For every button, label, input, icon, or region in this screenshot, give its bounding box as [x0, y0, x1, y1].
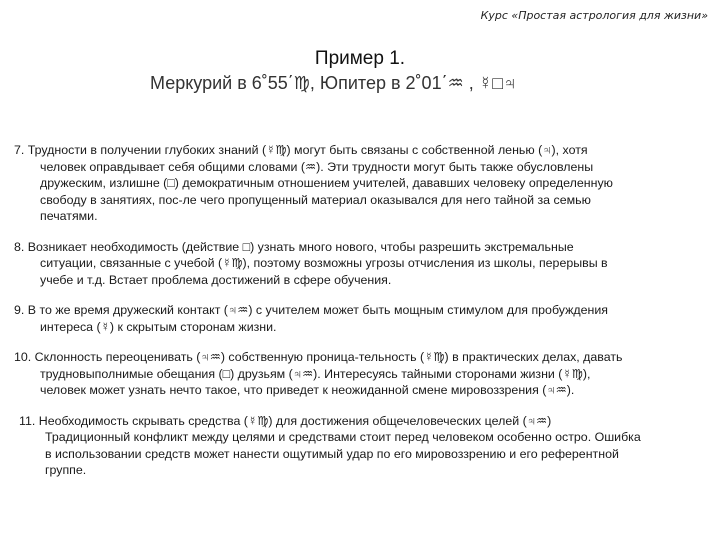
list-item-11: [14, 413, 704, 479]
item-line: свободу в занятиях, пос-ле чего пропущенный материал оказывался для него тайной за семью: [40, 192, 591, 207]
page-subtitle: Меркурий в 6˚55΄♍, Юпитер в 2˚01΄♒ , ☿□♃: [150, 73, 517, 93]
course-header: Курс «Простая астрология для жизни»: [480, 9, 708, 22]
item-line: в использовании средств может нанести ощутимый удар по его мировоззрению и его референтной: [45, 446, 619, 461]
item-line: 8. Возникает необходимость (действие □) узнать много нового, чтобы разрешить экстремальные: [14, 239, 574, 254]
page-title: Пример 1.: [314, 48, 406, 69]
list-item-8: [14, 239, 704, 289]
list-item-10: [14, 349, 704, 399]
list-item-7: [14, 142, 704, 225]
item-line: ситуации, связанные с учебой (☿♍), поэтому возможны угрозы отчисления из школы, перерывы в: [40, 256, 608, 270]
item-line: человек оправдывает себя общими словами (♒). Эти трудности могут быть также обусловлены: [40, 159, 594, 174]
item-line: 10. Склонность переоценивать (♃♒) собственную проница-тельность (☿♍) в практических делах, давать: [14, 350, 623, 364]
item-line: человек может узнать нечто такое, что приведет к неожиданной смене мировоззрения (♃♒).: [40, 383, 575, 397]
item-line: 9. В то же время дружеский контакт (♃♒) с учителем может быть мощным стимулом для пробуждения: [14, 303, 608, 317]
item-line: Традиционный конфликт между целями и средствами стоит перед человеком особенно остро. Ошибка: [45, 430, 641, 444]
item-line: трудновыполнимые обещания (□) друзьям (♃♒). Интересуясь тайными сторонами жизни (☿♍),: [40, 366, 591, 381]
item-line: печатями.: [40, 209, 98, 223]
interpretation-list: [14, 142, 704, 493]
list-item-9: [14, 302, 704, 335]
item-line: интереса (☿) к скрытым сторонам жизни.: [40, 319, 277, 334]
item-line: дружеским, излишне (□) демократичным отношением учителей, дававших человеку определенную: [40, 176, 613, 190]
item-line: учебе и т.д. Встает проблема достижений в сфере обучения.: [40, 272, 392, 287]
item-line: 7. Трудности в получении глубоких знаний (☿♍) могут быть связаны с собственной ленью (♃), хотя: [14, 143, 588, 157]
item-line: группе.: [45, 463, 87, 477]
item-line: 11. Необходимость скрывать средства (☿♍) для достижения общечеловеческих целей (♃♒): [19, 413, 552, 428]
